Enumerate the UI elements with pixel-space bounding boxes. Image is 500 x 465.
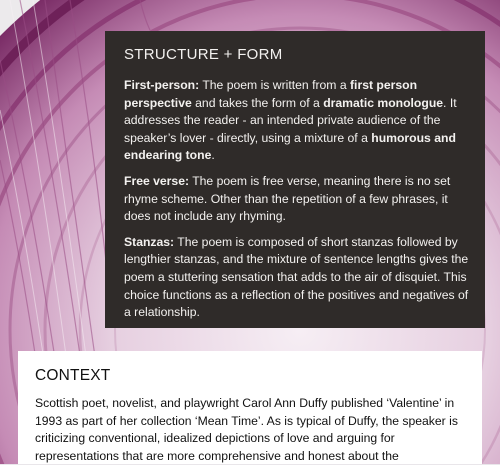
stanzas-label: Stanzas: bbox=[124, 234, 175, 249]
first-person-label: First-person: bbox=[124, 78, 200, 92]
free-verse-paragraph: Free verse: The poem is free verse, meaning there is no set rhyme scheme. Other than the repetition of a few phrases, it does not include any rhyming. bbox=[124, 173, 451, 224]
context-body: Scottish poet, novelist, and playwright Carol Ann Duffy published ‘Valentine’ in 1993 as part of her collection ‘Mean Time’. As is typical of Duffy, the speaker is criticizing conventional, idealized depictions of love and arguing for representations that are more comprehensive and honest about the bbox=[35, 396, 458, 463]
first-person-paragraph: First-person: The poem is written from a first person perspective and takes the form of a dramatic monologue. It addresses the reader - an intended private audience of the speaker’s lover - directly, using a mixture of a humorous and endearing tone. bbox=[124, 78, 457, 163]
context-title: CONTEXT bbox=[35, 367, 111, 384]
free-verse-label: Free verse: bbox=[124, 173, 190, 188]
structure-form-card bbox=[105, 31, 485, 328]
context-card bbox=[18, 351, 482, 464]
stanzas-paragraph: Stanzas: The poem is composed of short stanzas followed by lengthier stanzas, and the mixture of sentence lengths gives the poem a stuttering sensation that adds to the air of disquiet. This choice functions as a reflection of the positives and negatives of a relationship. bbox=[124, 234, 469, 320]
structure-form-title: STRUCTURE + FORM bbox=[124, 46, 283, 63]
